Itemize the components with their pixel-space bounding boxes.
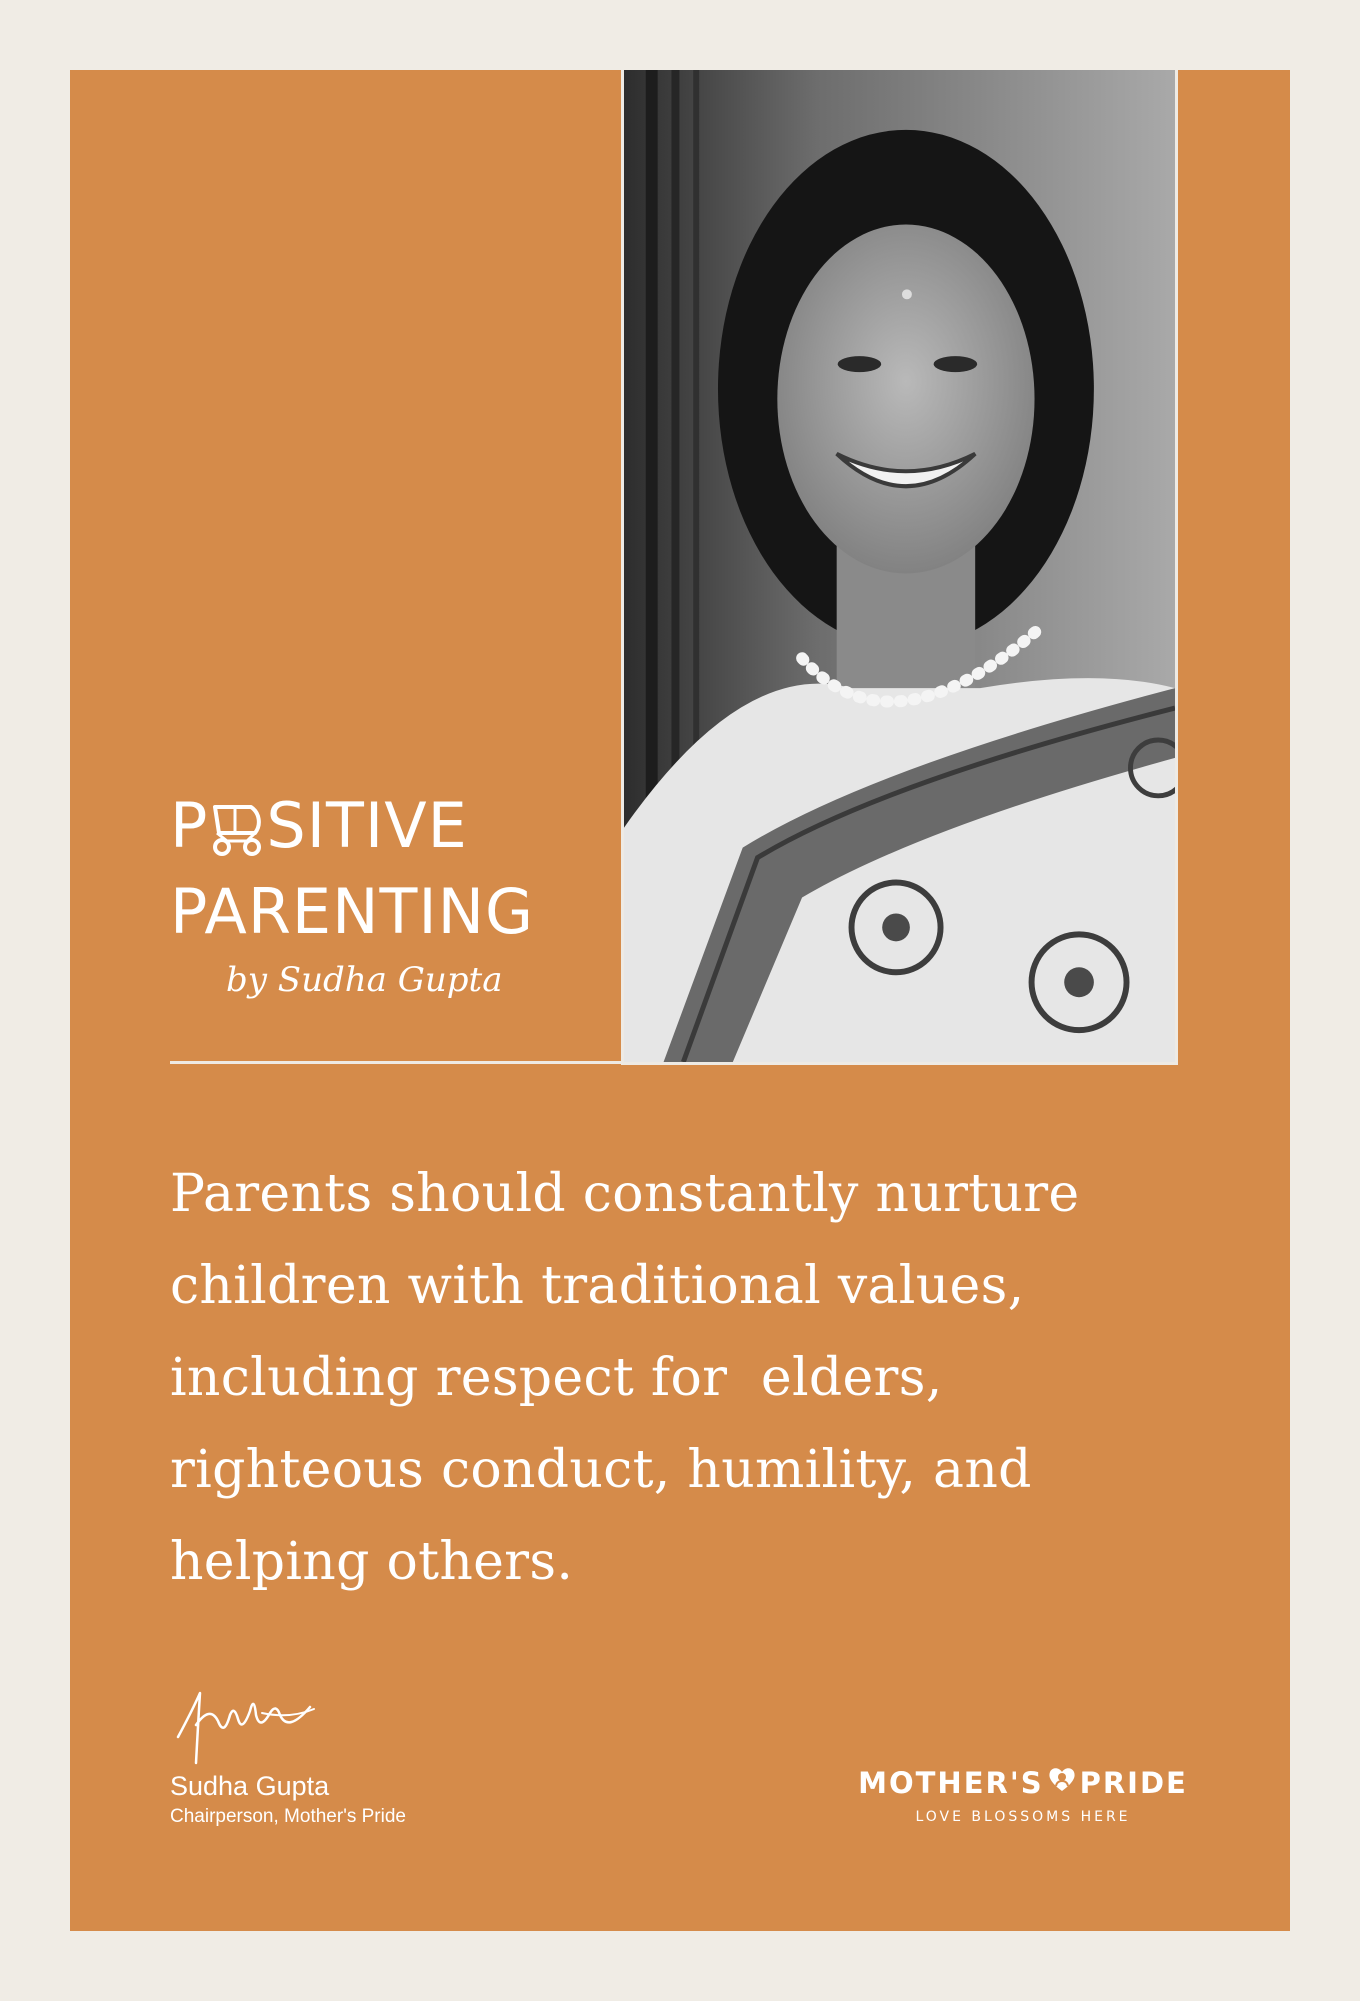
- title-positive: [170, 788, 610, 864]
- portrait-photo: [621, 70, 1178, 1065]
- title-divider: [170, 1061, 624, 1064]
- signature-title: Chairperson, Mother's Pride: [170, 1806, 406, 1827]
- quote-line: Parents should constantly nurture: [170, 1164, 1080, 1224]
- quote-line: righteous conduct, humility, and: [170, 1440, 1032, 1500]
- brand-name-second: PRIDE: [1079, 1765, 1188, 1800]
- quote-line: helping others.: [170, 1532, 574, 1592]
- quote: [170, 1148, 1250, 1608]
- pram-icon: [209, 795, 265, 857]
- portrait-image: [624, 70, 1175, 1062]
- brand-logo: [833, 1764, 1213, 1825]
- signature-name: Sudha Gupta: [170, 1771, 330, 1801]
- quote-line: including respect for elders,: [170, 1348, 943, 1408]
- quote-line: children with traditional values,: [170, 1256, 1025, 1316]
- brand-name: [833, 1764, 1213, 1801]
- signature-area: [170, 1685, 570, 1828]
- brand-tagline: LOVE BLOSSOMS HERE: [915, 1809, 1131, 1825]
- title-block: [170, 788, 610, 1000]
- byline: by Sudha Gupta: [226, 960, 503, 1000]
- poster: [70, 70, 1290, 1931]
- title-letter-p: P: [170, 789, 209, 862]
- title-rest-sitive: SITIVE: [266, 789, 468, 862]
- title-parenting: PARENTING: [170, 875, 535, 948]
- heart-logo-icon: [1047, 1764, 1077, 1801]
- brand-name-first: MOTHER'S: [858, 1765, 1044, 1800]
- handwritten-signature: [170, 1685, 320, 1765]
